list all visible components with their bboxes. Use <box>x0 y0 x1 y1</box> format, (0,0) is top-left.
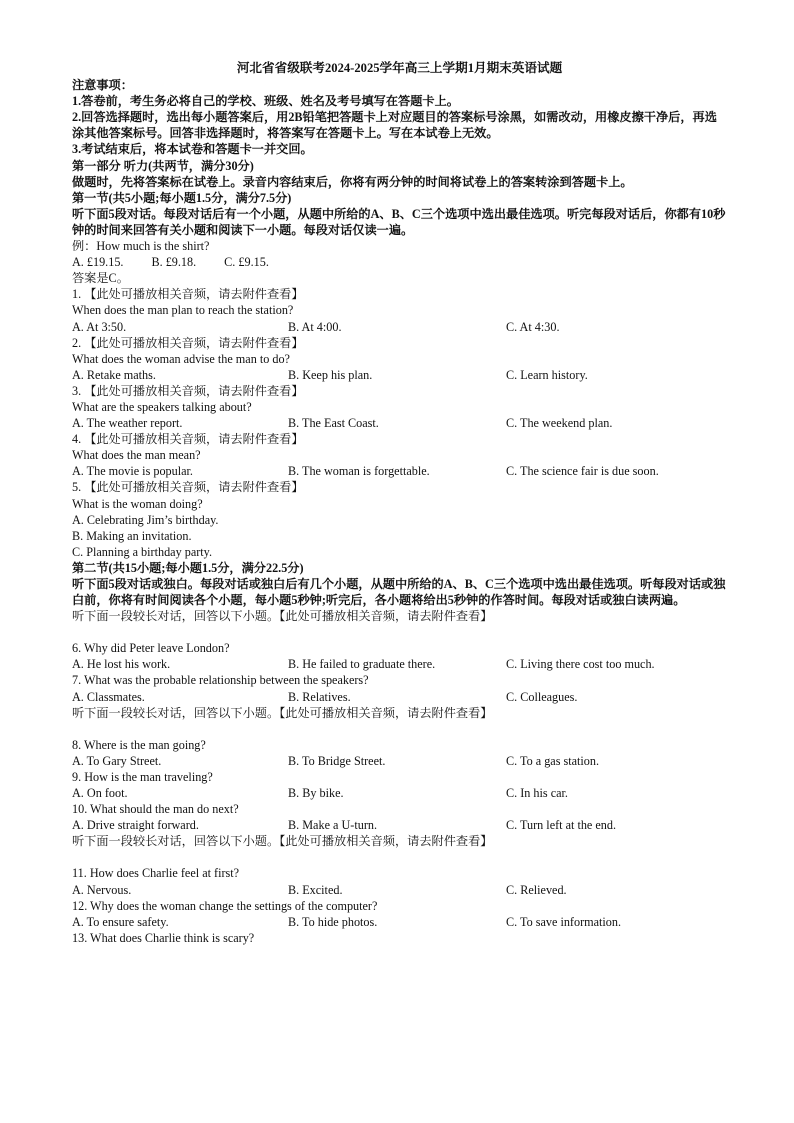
question-number: 3. <box>72 383 82 398</box>
audio-link[interactable]: 【此处可播放相关音频，请去附件查看】 <box>84 335 304 350</box>
option-a: A. To ensure safety. <box>72 914 169 929</box>
long-dialogue-prompt[interactable]: 听下面一段较长对话，回答以下小题。【此处可播放相关音频，请去附件查看】 <box>72 834 493 849</box>
option-a: A. Retake maths. <box>72 367 156 382</box>
answer-options <box>72 319 727 335</box>
question-text: What is the woman doing? <box>72 496 203 511</box>
option-a: A. At 3:50. <box>72 319 127 334</box>
option-b: B. To hide photos. <box>288 914 378 929</box>
question-number-row <box>72 335 727 351</box>
note-3: 3.考试结束后，将本试卷和答题卡一并交回。 <box>72 142 313 157</box>
example-option-c: C. £9.15. <box>224 255 269 270</box>
option-c: C. The weekend plan. <box>506 416 613 431</box>
option-b: B. The woman is forgettable. <box>288 464 430 479</box>
option-c: C. To a gas station. <box>506 753 600 768</box>
question-text: 11. How does Charlie feel at first? <box>72 866 240 881</box>
question-text: 7. What was the probable relationship between the speakers? <box>72 673 369 688</box>
option-a: A. Celebrating Jim’s birthday. <box>72 512 219 527</box>
option-a: A. To Gary Street. <box>72 753 162 768</box>
option-b: B. Keep his plan. <box>288 367 373 382</box>
question-text: 13. What does Charlie think is scary? <box>72 930 255 945</box>
answer-options <box>72 463 727 479</box>
question-number: 1. <box>72 287 82 302</box>
question-number: 4. <box>72 432 82 447</box>
example-question: 例：How much is the shirt? <box>72 239 210 254</box>
spacer <box>72 721 727 737</box>
audio-link[interactable]: 【此处可播放相关音频，请去附件查看】 <box>84 383 304 398</box>
example-answer: 答案是C。 <box>72 271 129 286</box>
option-b: B. Excited. <box>288 882 343 897</box>
spacer <box>72 624 727 640</box>
question-number: 2. <box>72 335 82 350</box>
option-b: B. Making an invitation. <box>72 528 192 543</box>
section1-heading: 第一节(共5小题;每小题1.5分，满分7.5分) <box>72 190 292 205</box>
option-b: B. Relatives. <box>288 689 351 704</box>
answer-options <box>72 656 727 672</box>
question-text: What does the man mean? <box>72 448 201 463</box>
option-b: B. To Bridge Street. <box>288 753 386 768</box>
option-b: B. By bike. <box>288 786 344 801</box>
option-c: C. In his car. <box>506 786 568 801</box>
question-text: 9. How is the man traveling? <box>72 769 213 784</box>
option-a: A. Classmates. <box>72 689 145 704</box>
answer-options <box>72 785 727 801</box>
option-c: C. Turn left at the end. <box>506 818 617 833</box>
option-a: A. The movie is popular. <box>72 464 193 479</box>
long-dialogue-prompt[interactable]: 听下面一段较长对话，回答以下小题。【此处可播放相关音频，请去附件查看】 <box>72 609 493 624</box>
answer-options <box>72 882 727 898</box>
question-number-row <box>72 383 727 399</box>
answer-options <box>72 689 727 705</box>
option-b: B. Make a U-turn. <box>288 818 378 833</box>
option-a: A. He lost his work. <box>72 657 171 672</box>
option-b: B. The East Coast. <box>288 416 379 431</box>
part1-heading: 第一部分 听力(共两节，满分30分) <box>72 158 254 173</box>
question-text: 6. Why did Peter leave London? <box>72 641 230 656</box>
option-a: A. Drive straight forward. <box>72 818 199 833</box>
section1-instruction: 听下面5段对话。每段对话后有一个小题，从题中所给的A、B、C三个选项中选出最佳选项。听完每段对话后，你都有10秒钟的时间来回答有关小题和阅读下一小题。每段对话仅读一遍。 <box>72 206 726 237</box>
question-number-row <box>72 479 727 495</box>
question-number-row <box>72 431 727 447</box>
option-c: C. Living there cost too much. <box>506 657 655 672</box>
question-number-row <box>72 286 727 302</box>
page-title: 河北省省级联考2024-2025学年高三上学期1月期末英语试题 <box>236 61 563 75</box>
answer-options <box>72 817 727 833</box>
option-a: A. Nervous. <box>72 882 132 897</box>
question-text: What does the woman advise the man to do? <box>72 351 290 366</box>
question-text: 10. What should the man do next? <box>72 802 239 817</box>
audio-link[interactable]: 【此处可播放相关音频，请去附件查看】 <box>84 287 304 302</box>
option-c: C. To save information. <box>506 914 622 929</box>
question-text: 8. Where is the man going? <box>72 737 206 752</box>
option-b: B. At 4:00. <box>288 319 342 334</box>
section2-instruction: 听下面5段对话或独白。每段对话或独白后有几个小题，从题中所给的A、B、C三个选项中选出最佳选项。听每段对话或独白前，你将有时间阅读各个小题，每小题5秒钟;听完后，各小题将给出5秒钟的作答时间。每段对话或独白读两遍。 <box>72 577 726 608</box>
option-c: C. Planning a birthday party. <box>72 544 213 559</box>
question-number: 5. <box>72 480 82 495</box>
option-c: C. Learn history. <box>506 367 588 382</box>
answer-options <box>72 914 727 930</box>
example-option-b: B. £9.18. <box>151 255 197 270</box>
spacer <box>72 849 727 865</box>
option-b: B. He failed to graduate there. <box>288 657 436 672</box>
long-dialogue-prompt[interactable]: 听下面一段较长对话，回答以下小题。【此处可播放相关音频，请去附件查看】 <box>72 705 493 720</box>
section2-heading: 第二节(共15小题;每小题1.5分，满分22.5分) <box>72 560 304 575</box>
option-c: C. Relieved. <box>506 882 567 897</box>
part1-instruction: 做题时，先将答案标在试卷上。录音内容结束后，你将有两分钟的时间将试卷上的答案转涂到答题卡上。 <box>72 174 633 189</box>
option-a: A. The weather report. <box>72 416 183 431</box>
question-text: 12. Why does the woman change the settings of the computer? <box>72 898 378 913</box>
answer-options <box>72 753 727 769</box>
example-options <box>72 254 727 270</box>
question-text: What are the speakers talking about? <box>72 399 252 414</box>
option-a: A. On foot. <box>72 786 128 801</box>
example-option-a: A. £19.15. <box>72 255 124 270</box>
exam-page <box>72 60 727 946</box>
audio-link[interactable]: 【此处可播放相关音频，请去附件查看】 <box>84 480 304 495</box>
option-c: C. At 4:30. <box>506 319 560 334</box>
notes-heading: 注意事项： <box>72 78 133 93</box>
question-text: When does the man plan to reach the station? <box>72 303 294 318</box>
option-c: C. The science fair is due soon. <box>506 464 659 479</box>
answer-options <box>72 367 727 383</box>
option-c: C. Colleagues. <box>506 689 578 704</box>
audio-link[interactable]: 【此处可播放相关音频，请去附件查看】 <box>84 432 304 447</box>
answer-options <box>72 415 727 431</box>
note-1: 1.答卷前，考生务必将自己的学校、班级、姓名及考号填写在答题卡上。 <box>72 94 459 109</box>
note-2: 2.回答选择题时，选出每小题答案后，用2B铅笔把答题卡上对应题目的答案标号涂黑，如需改动，用橡皮擦干净后，再选涂其他答案标号。回答非选择题时，将答案写在答题卡上。写在本试卷上无效。 <box>72 110 717 141</box>
